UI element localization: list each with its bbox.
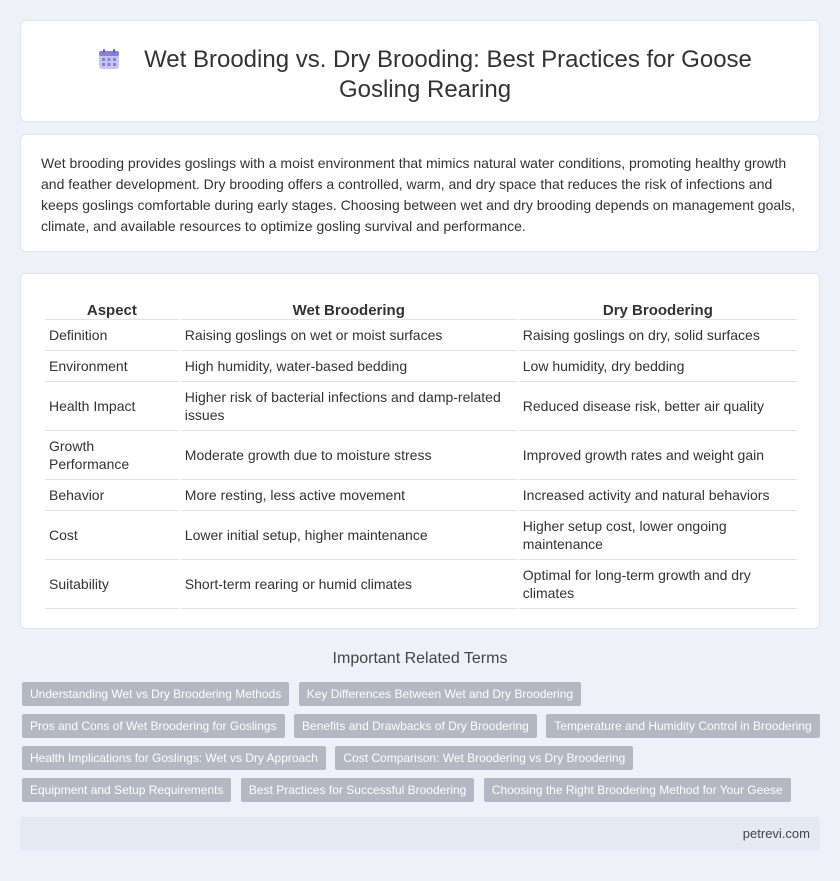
related-tags — [22, 682, 822, 810]
table-row — [45, 480, 797, 511]
tag-row — [22, 778, 822, 810]
tag-row — [22, 682, 822, 714]
related-tag[interactable]: Health Implications for Goslings: Wet vs Dry Approach — [22, 746, 326, 770]
cell-wet: Higher risk of bacterial infections and damp-related issues — [181, 382, 517, 431]
related-tag[interactable]: Pros and Cons of Wet Broodering for Goslings — [22, 714, 285, 738]
cell-dry: Improved growth rates and weight gain — [519, 431, 797, 480]
cell-dry: Higher setup cost, lower ongoing maintenance — [519, 511, 797, 560]
table-row — [45, 320, 797, 351]
table-row — [45, 382, 797, 431]
intro-card — [20, 134, 820, 252]
cell-aspect: Environment — [45, 351, 179, 382]
related-tag[interactable]: Best Practices for Successful Broodering — [241, 778, 474, 802]
page-title — [61, 45, 789, 105]
related-tag[interactable]: Choosing the Right Broodering Method for Your Geese — [484, 778, 791, 802]
cell-aspect: Growth Performance — [45, 431, 179, 480]
cell-dry: Increased activity and natural behaviors — [519, 480, 797, 511]
cell-aspect: Cost — [45, 511, 179, 560]
comparison-card — [20, 273, 820, 629]
cell-aspect: Definition — [45, 320, 179, 351]
cell-dry: Optimal for long-term growth and dry climates — [519, 560, 797, 609]
comparison-table — [43, 294, 799, 609]
intro-paragraph: Wet brooding provides goslings with a moist environment that mimics natural water conditions, promoting healthy growth and feather development. Dry brooding offers a controlled, warm, and dry space that reduces the risk of infections and keeps goslings comfortable during early stages. Choosing between wet and dry brooding depends on management goals, climate, and available resources to optimize gosling survival and performance. — [41, 155, 796, 234]
tag-row — [22, 714, 822, 746]
cell-wet: Raising goslings on wet or moist surfaces — [181, 320, 517, 351]
title-wrap — [61, 45, 789, 105]
calendar-icon — [98, 48, 120, 70]
related-tag[interactable]: Temperature and Humidity Control in Broodering — [546, 714, 819, 738]
cell-aspect: Behavior — [45, 480, 179, 511]
cell-wet: More resting, less active movement — [181, 480, 517, 511]
cell-dry: Low humidity, dry bedding — [519, 351, 797, 382]
header-dry: Dry Broodering — [519, 294, 797, 320]
table-row — [45, 511, 797, 560]
cell-dry: Reduced disease risk, better air quality — [519, 382, 797, 431]
related-terms-title: Important Related Terms — [332, 650, 508, 667]
cell-wet: Short-term rearing or humid climates — [181, 560, 517, 609]
related-tag[interactable]: Understanding Wet vs Dry Broodering Methods — [22, 682, 289, 706]
header-card — [20, 20, 820, 122]
cell-aspect: Suitability — [45, 560, 179, 609]
cell-aspect: Health Impact — [45, 382, 179, 431]
related-tag[interactable]: Equipment and Setup Requirements — [22, 778, 231, 802]
table-row — [45, 351, 797, 382]
cell-dry: Raising goslings on dry, solid surfaces — [519, 320, 797, 351]
related-tag[interactable]: Benefits and Drawbacks of Dry Broodering — [294, 714, 537, 738]
cell-wet: High humidity, water-based bedding — [181, 351, 517, 382]
page-title-text: Wet Brooding vs. Dry Brooding: Best Practices for Goose Gosling Rearing — [144, 46, 752, 103]
footer — [20, 817, 820, 851]
table-header-row — [45, 294, 797, 320]
cell-wet: Lower initial setup, higher maintenance — [181, 511, 517, 560]
cell-wet: Moderate growth due to moisture stress — [181, 431, 517, 480]
table-row — [45, 560, 797, 609]
footer-site[interactable]: petrevi.com — [742, 826, 810, 841]
tag-row — [22, 746, 822, 778]
header-wet: Wet Broodering — [181, 294, 517, 320]
table-row — [45, 431, 797, 480]
header-aspect: Aspect — [45, 294, 179, 320]
related-tag[interactable]: Key Differences Between Wet and Dry Broodering — [299, 682, 581, 706]
related-tag[interactable]: Cost Comparison: Wet Broodering vs Dry Broodering — [335, 746, 633, 770]
